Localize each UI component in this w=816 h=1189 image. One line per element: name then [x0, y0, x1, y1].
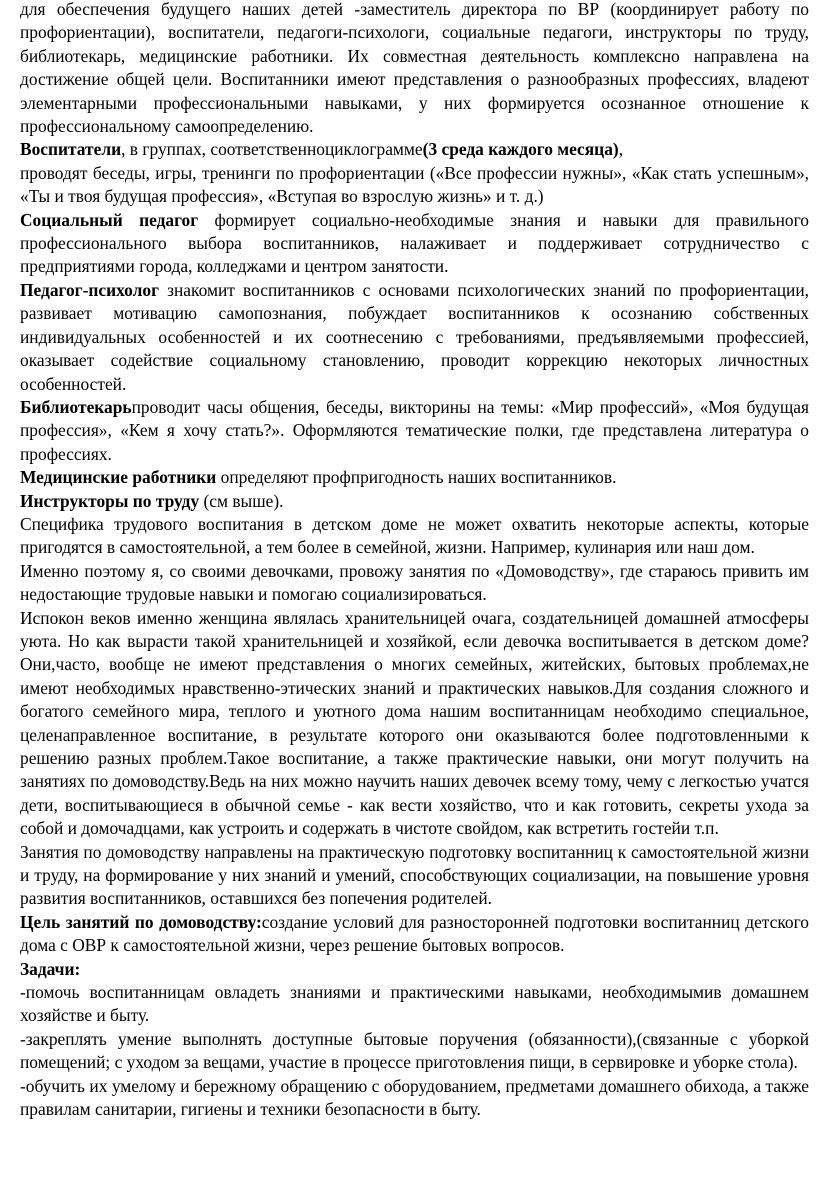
- text-run: проводит часы общения, беседы, викторины на темы: «Мир профессий», «Моя будущая профессия», «Кем я хочу стать?». Оформляются тематические полки, где представлена литература о профессиях.: [20, 396, 809, 464]
- text-run: создание условий для разносторонней подготовки воспитанниц детского дома с ОВР к самостоятельной жизни, через решение бытовых вопросов.: [20, 911, 809, 956]
- paragraph: [20, 490, 809, 513]
- text-run: -закреплять умение выполнять доступные бытовые поручения (обязанности),(связанные с уборкой помещений; с уходом за вещами, участие в процессе приготовления пищи, в сервировке и уборке стола).: [20, 1028, 809, 1073]
- bold-text: Инструкторы по труду: [20, 490, 200, 511]
- text-run: (см выше).: [199, 490, 284, 511]
- paragraph: [20, 1075, 809, 1122]
- paragraph: [20, 466, 809, 489]
- text-run: , в группах, соответственноциклограмме: [121, 139, 423, 160]
- bold-text: Педагог-психолог: [20, 279, 159, 300]
- text-run: ,: [618, 139, 624, 160]
- text-run: -помочь воспитанницам овладеть знаниями и практическими навыками, необходимымив домашнем хозяйстве и быту.: [20, 982, 809, 1026]
- text-run: определяют профпригодность наших воспитанников.: [216, 467, 617, 488]
- paragraph: [20, 0, 809, 138]
- paragraph: [20, 1028, 809, 1075]
- bold-text: Цель занятий по домоводству:: [20, 911, 262, 932]
- bold-text: Воспитатели: [20, 139, 122, 160]
- paragraph: [20, 396, 809, 466]
- bold-text: (3 среда каждого месяца): [422, 139, 619, 160]
- paragraph: [20, 513, 809, 560]
- bold-text: Задачи:: [20, 958, 81, 979]
- text-run: -обучить их умелому и бережному обращению с оборудованием, предметами домашнего обихода, а также правилам санитарии, гигиены и техники безопасности в быту.: [20, 1075, 809, 1120]
- text-run: проводят беседы, игры, тренинги по профориентации («Все профессии нужны», «Как стать успешным», «Ты и твоя будущая профессия», «Вступая во взрослую жизнь» и т. д.): [20, 162, 809, 207]
- text-run: знакомит воспитанников с основами психологических знаний по профориентации, развивает мотивацию самопознания, побуждает воспитанников к осознанию собственных индивидуальных особенностей и их соотнесению с требованиями, предъявляемыми профессией, оказывает содействие социальному становлению, проводит коррекцию некоторых личностных особенностей.: [20, 279, 809, 394]
- paragraph: [20, 841, 809, 911]
- paragraph: [20, 981, 809, 1028]
- text-run: для обеспечения будущего наших детей -заместитель директора по ВР (координирует работу по профориентации), воспитатели, педагоги-психологи, социальные педагоги, инструкторы по труду, библиотекарь, медицинские работники. Их совместная деятельность комплексно направлена на достижение общей цели. Воспитанники имеют представления о разнообразных профессиях, владеют элементарными профессиональными навыками, у них формируется осознанное отношение к профессиональному самоопределению.: [20, 0, 809, 137]
- text-run: формирует социально-необходимые знания и навыки для правильного профессионального выбора воспитанников, налаживает и поддерживает сотрудничество с предприятиями города, колледжами и центром занятости.: [20, 209, 809, 277]
- paragraph: [20, 162, 809, 209]
- text-run: Испокон веков именно женщина являлась хранительницей очага, создательницей домашней атмосферы уюта. Но как вырасти такой хранительницей и хозяйкой, если девочка воспитывается в детском доме? Они,часто, вообще не имеют представления о многих семейных, житейских, бытовых проблемах,не имеют необходимых нравственно-этических знаний и практических навыков.Для создания сложного и богатого семейного мира, теплого и уютного дома нашим воспитанницам необходимо специальное, целенаправленное воспитание, в результате которого они оказываются более подготовленными к решению разных проблем.Такое воспитание, а также практические навыки, они могут получить на занятиях по домоводству.Ведь на них можно научить наших девочек всему тому, чему с легкостью учатся дети, воспитывающиеся в обычной семье - как вести хозяйство, что и как готовить, секреты ухода за собой и домочадцами, как устроить и содержать в чистоте свойдом, как встретить гостейи т.п.: [20, 607, 809, 839]
- paragraph: [20, 209, 809, 279]
- paragraph: [20, 138, 809, 161]
- bold-text: Социальный педагог: [20, 209, 199, 230]
- paragraph: [20, 607, 809, 841]
- bold-text: Медицинские работники: [20, 467, 217, 488]
- paragraph: [20, 911, 809, 958]
- paragraph: [20, 560, 809, 607]
- text-run: Именно поэтому я, со своими девочками, провожу занятия по «Домоводству», где стараюсь привить им недостающие трудовые навыки и помогаю социализироваться.: [20, 560, 809, 605]
- bold-text: Библиотекарь: [20, 396, 132, 417]
- paragraph: [20, 279, 809, 396]
- paragraph: [20, 958, 809, 981]
- text-run: Занятия по домоводству направлены на практическую подготовку воспитанниц к самостоятельной жизни и труду, на формирование у них знаний и умений, способствующих социализации, на повышение уровня развития воспитанников, оставшихся без попечения родителей.: [20, 841, 809, 909]
- text-run: Специфика трудового воспитания в детском доме не может охватить некоторые аспекты, которые пригодятся в самостоятельной, а тем более в семейной, жизни. Например, кулинария или наш дом.: [20, 513, 809, 558]
